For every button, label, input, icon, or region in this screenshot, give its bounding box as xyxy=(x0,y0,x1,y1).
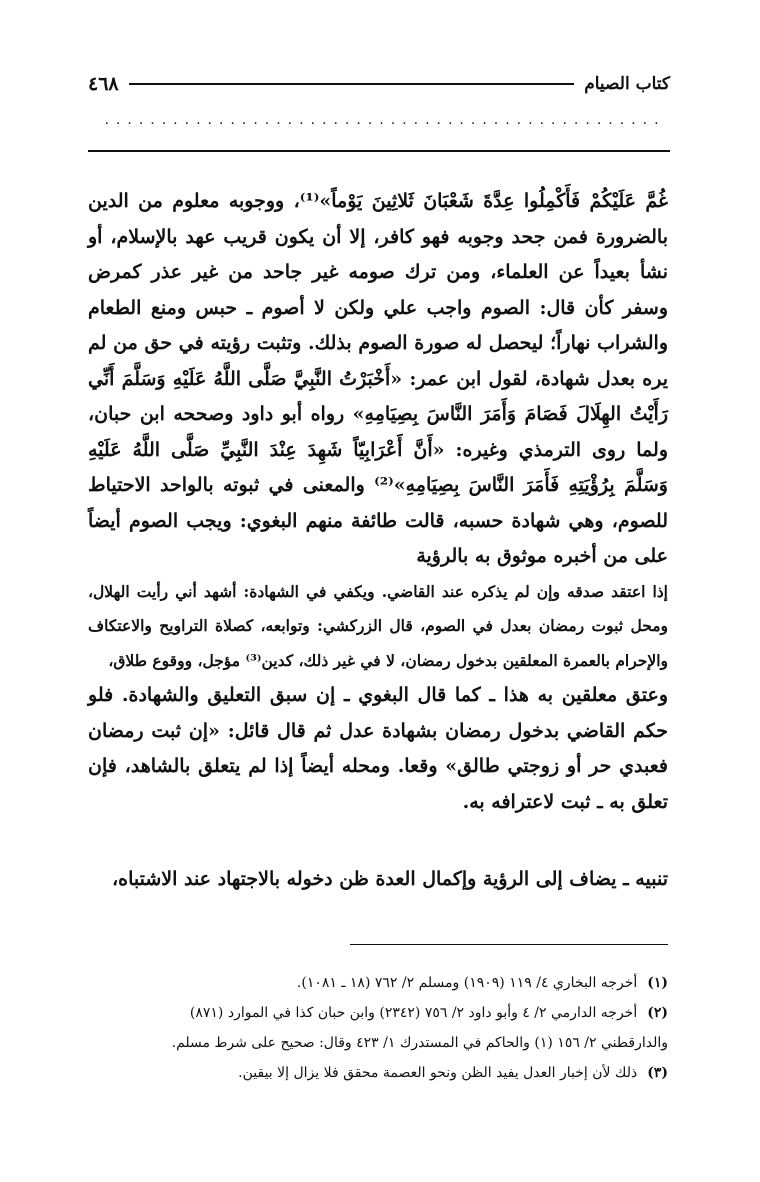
dotted-divider: ................................................. xyxy=(104,112,666,128)
footnote-3 xyxy=(88,1058,668,1088)
footnote-2-continued: والدارقطني ٢/ ١٥٦ (١) والحاكم في المستدرك ١/ ٤٢٣ وقال: صحيح على شرط مسلم. xyxy=(171,1035,668,1051)
footnotes xyxy=(88,968,668,1088)
paragraph-1: غُمَّ عَلَيْكُمْ فَأَكْمِلُوا عِدَّةَ شَعْبَانَ ثَلاثِينَ يَوْماً»⁽¹⁾، ووجوبه معلوم من الدين بالضرورة فمن جحد وجوبه فهو كافر، إلا أن يكون قريب عهد بالإسلام، أو نشأ بعيداً عن العلماء، ومن ترك صومه غير جاحد من غير عذر كمرض وسفر كأن قال: الصوم واجب علي ولكن لا أصوم ـ حبس ومنع الطعام والشراب نهاراً؛ ليحصل له صورة الصوم بذلك. وتثبت رؤيته في حق من لم يره بعدل شهادة، لقول ابن عمر: «أَخْبَرْتُ النَّبِيَّ صَلَّى اللَّهُ عَلَيْهِ وَسَلَّمَ أَنِّي رَأَيْتُ الهِلَالَ فَصَامَ وَأَمَرَ النَّاسَ بِصِيَامِهِ» رواه أبو داود وصححه ابن حبان، ولما روى الترمذي وغيره: «أَنَّ أَعْرَابِيّاً شَهِدَ عِنْدَ النَّبِيِّ صَلَّى اللَّهُ عَلَيْهِ وَسَلَّمَ بِرُؤْيَتِهِ فَأَمَرَ النَّاسَ بِصِيَامِهِ»⁽²⁾ والمعنى في ثبوته بالواحد الاحتياط للصوم، وهي شهادة حسبه، قالت طائفة منهم البغوي: ويجب الصوم أيضاً على من أخبره موثوق به بالرؤية xyxy=(88,190,668,567)
note-paragraph: تنبيه ـ يضاف إلى الرؤية وإكمال العدة ظن دخوله بالاجتهاد عند الاشتباه، xyxy=(111,868,668,890)
chapter-title: كتاب الصيام xyxy=(584,74,670,94)
footnote-text: ذلك لأن إخبار العدل يفيد الظن ونحو العصمة محقق فلا يزال إلا بيقين. xyxy=(238,1065,638,1081)
main-text xyxy=(88,184,668,898)
footnote-mark: (٢) xyxy=(647,1005,668,1021)
footnote-rule xyxy=(350,944,668,945)
footnote-1 xyxy=(88,968,668,998)
top-rule xyxy=(88,150,670,152)
running-header xyxy=(88,68,670,100)
footnote-mark: (٣) xyxy=(647,1065,668,1081)
header-rule xyxy=(129,83,575,85)
footnote-text: أخرجه البخاري ٤/ ١١٩ (١٩٠٩) ومسلم ٢/ ٧٦٢ (١٨ ـ ١٠٨١). xyxy=(296,975,638,991)
page-number: ٤٦٨ xyxy=(88,73,119,95)
paragraph-small: إذا اعتقد صدقه وإن لم يذكره عند القاضي. ويكفي في الشهادة: أشهد أني رأيت الهلال، ومحل ثبوت رمضان بعدل في الصوم، قال الزركشي: وتوابعه، كصلاة التراويح والاعتكاف والإحرام بالعمرة المعلقين بدخول رمضان، لا في غير ذلك، كدين⁽³⁾ مؤجل، ووقوع طلاق، xyxy=(88,581,668,670)
footnote-text: أخرجه الدارمي ٢/ ٤ وأبو داود ٢/ ٧٥٦ (٢٣٤٢) وابن حبان كذا في الموارد (٨٧١) xyxy=(189,1005,638,1021)
footnote-2 xyxy=(88,998,668,1028)
footnote-mark: (١) xyxy=(647,975,668,991)
paragraph-end: وعتق معلقين به هذا ـ كما قال البغوي ـ إن سبق التعليق والشهادة. فلو حكم القاضي بدخول رمضان بشهادة عدل ثم قال قائل: «إن ثبت رمضان فعبدي حر أو زوجتي طالق» وقعا. ومحله أيضاً إذا لم يتعلق بالشاهد، فإن تعلق به ـ ثبت لاعترافه به. xyxy=(88,684,669,813)
